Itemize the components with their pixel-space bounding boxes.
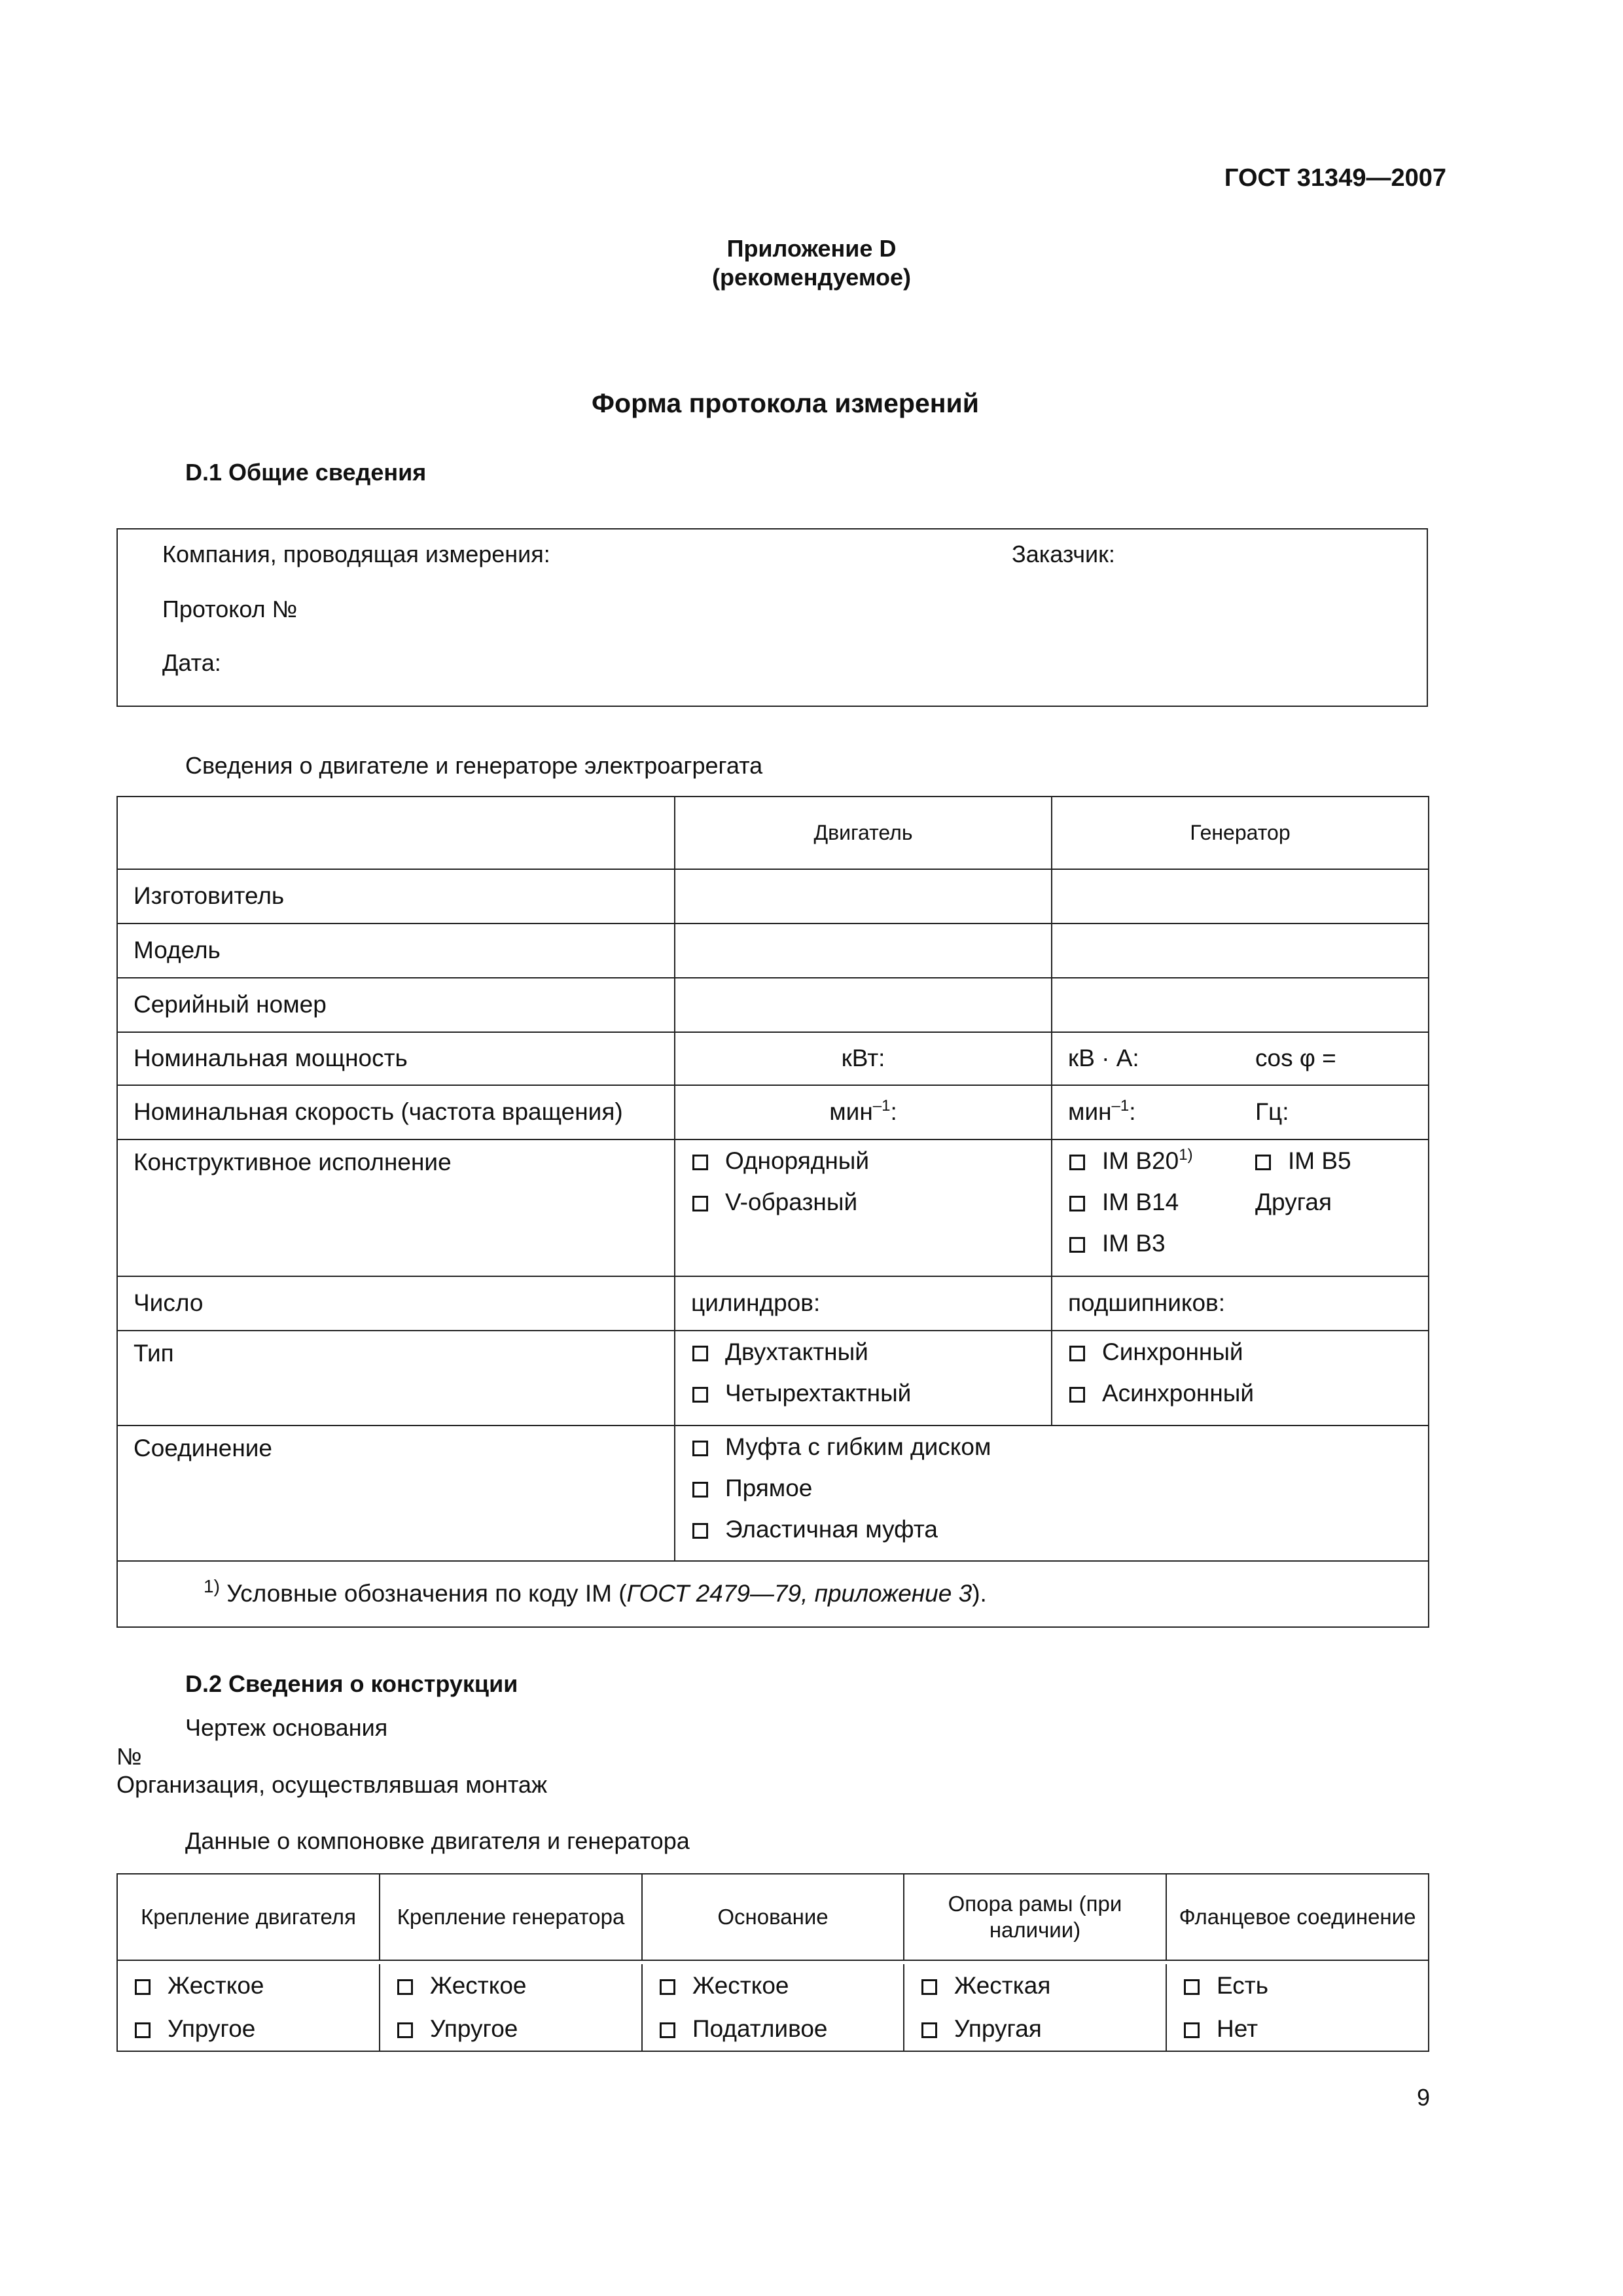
footnote-mark: 1) xyxy=(204,1576,220,1597)
design-option-v[interactable] xyxy=(692,1181,1051,1223)
checkbox[interactable] xyxy=(397,1979,413,1995)
date-label: Дата: xyxy=(162,649,221,676)
connection-label: Соединение xyxy=(117,1426,675,1561)
option-label: IM B14 xyxy=(1102,1189,1179,1215)
checkbox[interactable] xyxy=(921,1979,937,1995)
standard-number: ГОСТ 31349—2007 xyxy=(1224,164,1446,192)
option-label: Асинхронный xyxy=(1102,1380,1255,1407)
option-label: Жесткое xyxy=(692,1972,789,1999)
design-option-other: Другая xyxy=(1255,1189,1332,1215)
option-label: Жесткое xyxy=(430,1972,527,1999)
option-label: Однорядный xyxy=(725,1147,870,1174)
flange-no[interactable] xyxy=(1184,2007,1428,2051)
design-option-inline[interactable] xyxy=(692,1140,1051,1181)
engine-mount-cell xyxy=(117,1964,380,2051)
layout-options-row xyxy=(117,1964,1429,2051)
base-rigid[interactable] xyxy=(660,1964,903,2007)
speed-hz-label: Гц: xyxy=(1255,1098,1289,1126)
checkbox[interactable] xyxy=(1069,1196,1085,1211)
footnote-row xyxy=(117,1561,1429,1627)
engine-manufacturer-cell xyxy=(675,869,1052,924)
speed-engine-cell xyxy=(675,1085,1052,1139)
footnote xyxy=(117,1561,1429,1627)
option-label: Жесткая xyxy=(954,1972,1051,1999)
power-generator-cell xyxy=(1052,1032,1429,1085)
speed-engine-unit: мин xyxy=(829,1098,873,1126)
table-row xyxy=(117,924,1429,978)
section-d1-heading: D.1 Общие сведения xyxy=(185,459,427,486)
header-engine-mount: Крепление двигателя xyxy=(117,1874,380,1960)
option-label: Нет xyxy=(1217,2015,1258,2042)
header-flange: Фланцевое соединение xyxy=(1166,1874,1429,1960)
option-label: Двухтактный xyxy=(725,1338,868,1365)
speed-engine-colon: : xyxy=(890,1098,897,1126)
checkbox[interactable] xyxy=(1069,1237,1085,1253)
footnote-text-end: ). xyxy=(972,1580,987,1607)
generator-mount-cell xyxy=(380,1964,642,2051)
engine-serial-cell xyxy=(675,978,1052,1032)
checkbox[interactable] xyxy=(1255,1155,1271,1170)
table-cell xyxy=(117,797,675,869)
checkbox[interactable] xyxy=(692,1387,708,1403)
engine-generator-table xyxy=(116,796,1429,1628)
flange-yes[interactable] xyxy=(1184,1964,1428,2007)
appendix-title: Приложение D xyxy=(726,235,897,262)
connection-option-flex-disc[interactable] xyxy=(692,1426,1428,1467)
header-base: Основание xyxy=(642,1874,904,1960)
checkbox[interactable] xyxy=(692,1523,708,1539)
design-engine-cell xyxy=(675,1139,1052,1276)
table-row xyxy=(117,1426,1429,1561)
checkbox[interactable] xyxy=(1069,1346,1085,1361)
table-row xyxy=(117,869,1429,924)
generator-mount-elastic[interactable] xyxy=(397,2007,641,2051)
table-row xyxy=(117,1032,1429,1085)
table-row xyxy=(117,1085,1429,1139)
checkbox[interactable] xyxy=(921,2022,937,2038)
option-label: Упругая xyxy=(954,2015,1042,2042)
type-option-two-stroke[interactable] xyxy=(692,1331,1051,1372)
drawing-number-label: № xyxy=(116,1743,142,1770)
section-d2-heading: D.2 Сведения о конструкции xyxy=(185,1670,518,1697)
type-label: Тип xyxy=(117,1331,675,1426)
type-engine-cell xyxy=(675,1331,1052,1426)
speed-generator-cell xyxy=(1052,1085,1429,1139)
power-kva-label: кВ · А: xyxy=(1068,1045,1139,1072)
engine-table-caption: Сведения о двигателе и генераторе электроагрегата xyxy=(185,752,763,779)
power-kw-label: кВт: xyxy=(675,1032,1052,1085)
generator-column-header: Генератор xyxy=(1052,797,1429,869)
checkbox[interactable] xyxy=(660,1979,675,1995)
design-option-b5[interactable] xyxy=(1255,1140,1351,1181)
checkbox[interactable] xyxy=(1184,1979,1200,1995)
generator-mount-rigid[interactable] xyxy=(397,1964,641,2007)
speed-label: Номинальная скорость (частота вращения) xyxy=(117,1085,675,1139)
checkbox[interactable] xyxy=(692,1346,708,1361)
design-option-b14[interactable] xyxy=(1069,1181,1428,1223)
general-info-box xyxy=(116,528,1428,707)
option-label: IM B20 xyxy=(1102,1147,1179,1174)
design-option-b20[interactable] xyxy=(1069,1140,1428,1181)
design-generator-cell xyxy=(1052,1139,1429,1276)
checkbox[interactable] xyxy=(692,1196,708,1211)
checkbox[interactable] xyxy=(135,2022,151,2038)
option-label: Четырехтактный xyxy=(725,1380,912,1407)
bearings-label: подшипников: xyxy=(1052,1276,1429,1331)
base-cell xyxy=(642,1964,904,2051)
customer-label: Заказчик: xyxy=(1012,541,1115,567)
model-label: Модель xyxy=(117,924,675,978)
checkbox[interactable] xyxy=(1069,1155,1085,1170)
speed-gen-unit: мин xyxy=(1068,1098,1112,1126)
type-option-asynchronous[interactable] xyxy=(1069,1372,1428,1414)
base-compliant[interactable] xyxy=(660,2007,903,2051)
number-label: Число xyxy=(117,1276,675,1331)
frame-support-cell xyxy=(904,1964,1166,2051)
power-label: Номинальная мощность xyxy=(117,1032,675,1085)
design-label: Конструктивное исполнение xyxy=(117,1139,675,1276)
cylinders-label: цилиндров: xyxy=(675,1276,1052,1331)
checkbox[interactable] xyxy=(135,1979,151,1995)
table-row xyxy=(117,1139,1429,1276)
frame-support-rigid[interactable] xyxy=(921,1964,1166,2007)
connection-option-direct[interactable] xyxy=(692,1467,1428,1509)
footnote-reference: 1) xyxy=(1179,1146,1193,1164)
table-header-row xyxy=(117,797,1429,869)
option-label: IM B5 xyxy=(1288,1147,1351,1174)
option-label: Синхронный xyxy=(1102,1338,1243,1365)
connection-cell xyxy=(675,1426,1429,1561)
checkbox[interactable] xyxy=(692,1155,708,1170)
type-generator-cell xyxy=(1052,1331,1429,1426)
option-label: Есть xyxy=(1217,1972,1268,1999)
engine-mount-elastic[interactable] xyxy=(135,2007,379,2051)
footnote-reference-link: ГОСТ 2479—79, приложение 3 xyxy=(626,1580,972,1607)
speed-gen-colon: : xyxy=(1129,1098,1136,1126)
engine-model-cell xyxy=(675,924,1052,978)
generator-model-cell xyxy=(1052,924,1429,978)
checkbox[interactable] xyxy=(397,2022,413,2038)
engine-mount-rigid[interactable] xyxy=(135,1964,379,2007)
checkbox[interactable] xyxy=(660,2022,675,2038)
footnote-text: Условные обозначения по коду IM ( xyxy=(226,1580,627,1607)
type-option-four-stroke[interactable] xyxy=(692,1372,1051,1414)
checkbox[interactable] xyxy=(1069,1387,1085,1403)
layout-table-caption: Данные о компоновке двигателя и генератора xyxy=(185,1827,690,1854)
speed-gen-exponent: –1 xyxy=(1111,1097,1130,1115)
header-generator-mount: Крепление генератора xyxy=(380,1874,642,1960)
company-label: Компания, проводящая измерения: xyxy=(162,541,550,567)
layout-header-row xyxy=(117,1874,1429,1960)
flange-cell xyxy=(1166,1964,1429,2051)
option-label: Жесткое xyxy=(168,1972,264,1999)
option-label: V-образный xyxy=(725,1189,858,1215)
page-number: 9 xyxy=(1416,2084,1430,2111)
connection-option-elastic[interactable] xyxy=(692,1509,1428,1550)
engine-column-header: Двигатель xyxy=(675,797,1052,869)
serial-label: Серийный номер xyxy=(117,978,675,1032)
design-option-b3[interactable] xyxy=(1069,1223,1428,1264)
option-label: Эластичная муфта xyxy=(725,1516,938,1543)
generator-manufacturer-cell xyxy=(1052,869,1429,924)
option-label: IM B3 xyxy=(1102,1230,1166,1257)
generator-serial-cell xyxy=(1052,978,1429,1032)
drawing-label: Чертеж основания xyxy=(185,1714,388,1741)
manufacturer-label: Изготовитель xyxy=(117,869,675,924)
installer-label: Организация, осуществлявшая монтаж xyxy=(116,1771,548,1798)
table-row xyxy=(117,1276,1429,1331)
option-label: Муфта с гибким диском xyxy=(725,1433,991,1460)
form-title: Форма протокола измерений xyxy=(592,388,979,418)
speed-engine-exponent: –1 xyxy=(872,1097,891,1115)
frame-support-elastic[interactable] xyxy=(921,2007,1166,2051)
power-cos-label: cos φ = xyxy=(1255,1045,1336,1072)
option-label: Упругое xyxy=(168,2015,256,2042)
appendix-subtitle: (рекомендуемое) xyxy=(712,264,911,291)
type-option-synchronous[interactable] xyxy=(1069,1331,1428,1372)
checkbox[interactable] xyxy=(1184,2022,1200,2038)
table-row xyxy=(117,1331,1429,1426)
checkbox[interactable] xyxy=(692,1441,708,1456)
table-row xyxy=(117,978,1429,1032)
header-frame-support: Опора рамы (при наличии) xyxy=(904,1874,1166,1960)
option-label: Упругое xyxy=(430,2015,518,2042)
protocol-label: Протокол № xyxy=(162,596,298,622)
layout-table xyxy=(116,1873,1429,2052)
option-label: Прямое xyxy=(725,1475,813,1501)
option-label: Податливое xyxy=(692,2015,828,2042)
checkbox[interactable] xyxy=(692,1482,708,1498)
